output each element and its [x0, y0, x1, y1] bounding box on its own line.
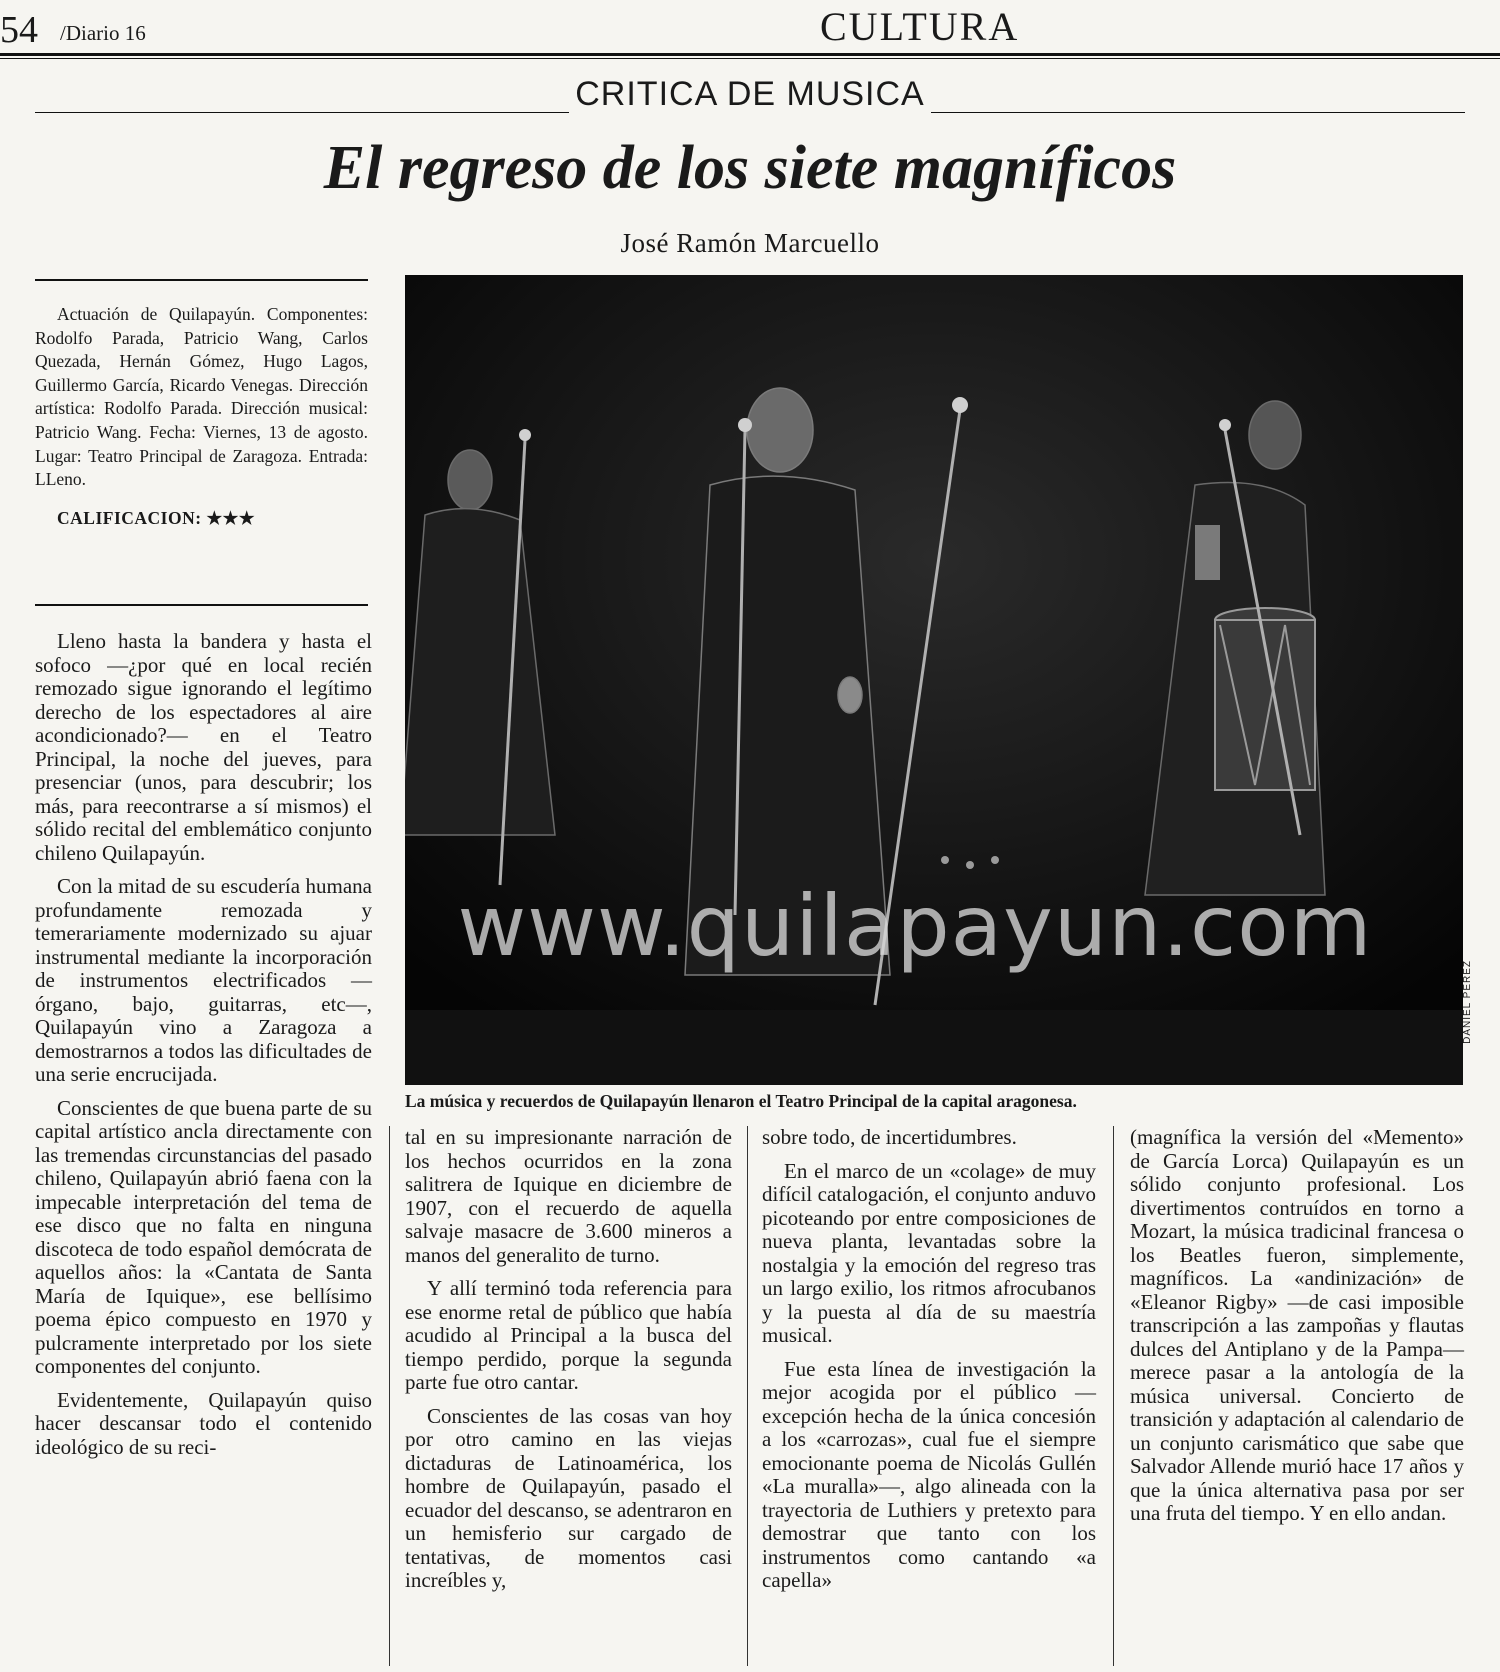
article-column-4	[1130, 1126, 1464, 1536]
photo-caption: La música y recuerdos de Quilapayún llenaron el Teatro Principal de la capital aragonesa.	[405, 1091, 1077, 1111]
masthead-rule-thin	[0, 58, 1500, 59]
paragraph: (magnífica la versión del «Memento» de García Lorca) Quilapayún es un sólido conjunto profesional. Los divertimentos contruídos en torno a Mozart, la música tradicinal francesa o los Beatles fueron, simplemente, magníficos. La «andinización» de «Eleanor Rigby» —de casi imposible transcripción a las zampoñas y flautas dulces del Antiplano y de la Pampa— merece pasar a la antología de la música universal. Concierto de transición y adaptación al calendario de un conjunto carismático que sabe que Salvador Allende murió hace 17 años y que la única alternativa pasa por ser una fruta del tiempo. Y en ello andan.	[1130, 1125, 1464, 1525]
paragraph: sobre todo, de incertidumbres.	[762, 1125, 1017, 1149]
infobox-top-rule	[35, 279, 368, 281]
rating	[35, 508, 368, 529]
kicker-block	[35, 74, 1465, 114]
page-number: 54	[0, 9, 38, 51]
paragraph: Evidentemente, Quilapayún quiso hacer descansar todo el contenido ideológico de su reci-	[35, 1387, 372, 1459]
paragraph: tal en su impresionante narración de los hechos ocurridos en la zona salitrera de Iquique en diciembre de 1907, con el recuerdo de aquella salvaje masacre de 3.600 mineros a manos del generalito de turno.	[405, 1125, 732, 1267]
paragraph: En el marco de un «colage» de muy difícil catalogación, el conjunto anduvo picoteando por entre composiciones de nueva planta, levantadas sobre la nostalgia y la emoción del regreso tras un largo exilio, los ritmos afrocubanos y la puesta al día de su maestría musical.	[762, 1158, 1096, 1347]
paragraph: Conscientes de las cosas van hoy por otro camino en las viejas dictaduras de Latinoamérica, los hombre de Quilapayún, pasado el ecuador del descanso, se adentraron en un hemisferio sur cargado de tentativas, de momentos casi increíbles y,	[405, 1403, 732, 1592]
rating-stars: ★★★	[206, 507, 256, 528]
headline: El regreso de los siete magníficos	[323, 134, 1177, 202]
paragraph: Lleno hasta la bandera y hasta el sofoco —¿por qué en local recién remozado sigue ignorando el legítimo derecho de los espectadores al aire acondicionado?— en el Teatro Principal, la noche del jueves, para presenciar (unos, para descubrir; los más, para reecontrarse a sí mismos) el sólido recital del emblemático conjunto chileno Quilapayún.	[35, 629, 372, 865]
info-box	[35, 285, 368, 529]
drum	[1215, 608, 1315, 790]
article-column-3	[762, 1126, 1096, 1603]
publication-name: /Diario 16	[60, 21, 146, 45]
paragraph: Con la mitad de su escudería humana profundamente remozada y temerariamente modernizado su ajuar instrumental mediante la incorporación de instrumentos electrificados —órgano, bajo, guitarras, etc—, Quilapayún vino a Zaragoza a demostrarnos a todos las dificultades de una serie encrucijada.	[35, 874, 372, 1086]
paragraph: Y allí terminó toda referencia para ese enorme retal de público que había acudido al Principal a la busca del tiempo perdido, porque la segunda parte fue otro cantar.	[405, 1276, 732, 1394]
masthead-rule	[0, 53, 1500, 56]
paragraph: Conscientes de que buena parte de su capital artístico ancla directamente con las tremendas circunstancias del pasado chileno, Quilapayún abrió faena con la impecable interpretación del tema de ese disco que no falta en ninguna discoteca de todo español demócrata de aquellos años: la «Cantata de Santa María de Iquique», ese bellísimo poema épico compuesto en 1970 y pulcramente interpretado por los siete componentes del conjunto.	[35, 1095, 372, 1378]
article-column-1	[35, 630, 372, 1469]
section-title: CULTURA	[820, 4, 1020, 49]
rating-label: CALIFICACION:	[57, 507, 202, 528]
photo-credit: DANIEL PEREZ	[1462, 960, 1473, 1044]
column-divider	[1113, 1126, 1114, 1666]
info-text: Actuación de Quilapayún. Componentes: Rodolfo Parada, Patricio Wang, Carlos Quezada, Hernán Gómez, Hugo Lagos, Guillermo García, Ricardo Venegas. Dirección artística: Rodolfo Parada. Dirección musical: Patricio Wang. Fecha: Viernes, 13 de agosto. Lugar: Teatro Principal de Zaragoza. Entrada: LLeno.	[35, 304, 368, 490]
article-column-2	[405, 1126, 732, 1603]
byline: José Ramón Marcuello	[620, 228, 880, 258]
column-divider	[389, 1126, 390, 1666]
paragraph: Fue esta línea de investigación la mejor acogida por el público —excepción hecha de la única concesión a los «carrozas», cual fue el siempre emocionante poema de Nicolás Gullén «La muralla»—, algo alineada con la trayectoria de Luthiers y pretexto para demostrar que tanto con los instrumentos como cantando «a capella»	[762, 1356, 1096, 1592]
concert-photo	[405, 275, 1463, 1085]
photo-scene	[405, 275, 1463, 1085]
kicker: CRITICA DE MUSICA	[569, 75, 930, 113]
column-divider	[747, 1126, 748, 1666]
infobox-bottom-rule	[35, 604, 368, 606]
watermark: www.quilapayun.com	[457, 877, 1373, 975]
kicker-wrapper	[35, 74, 1465, 114]
